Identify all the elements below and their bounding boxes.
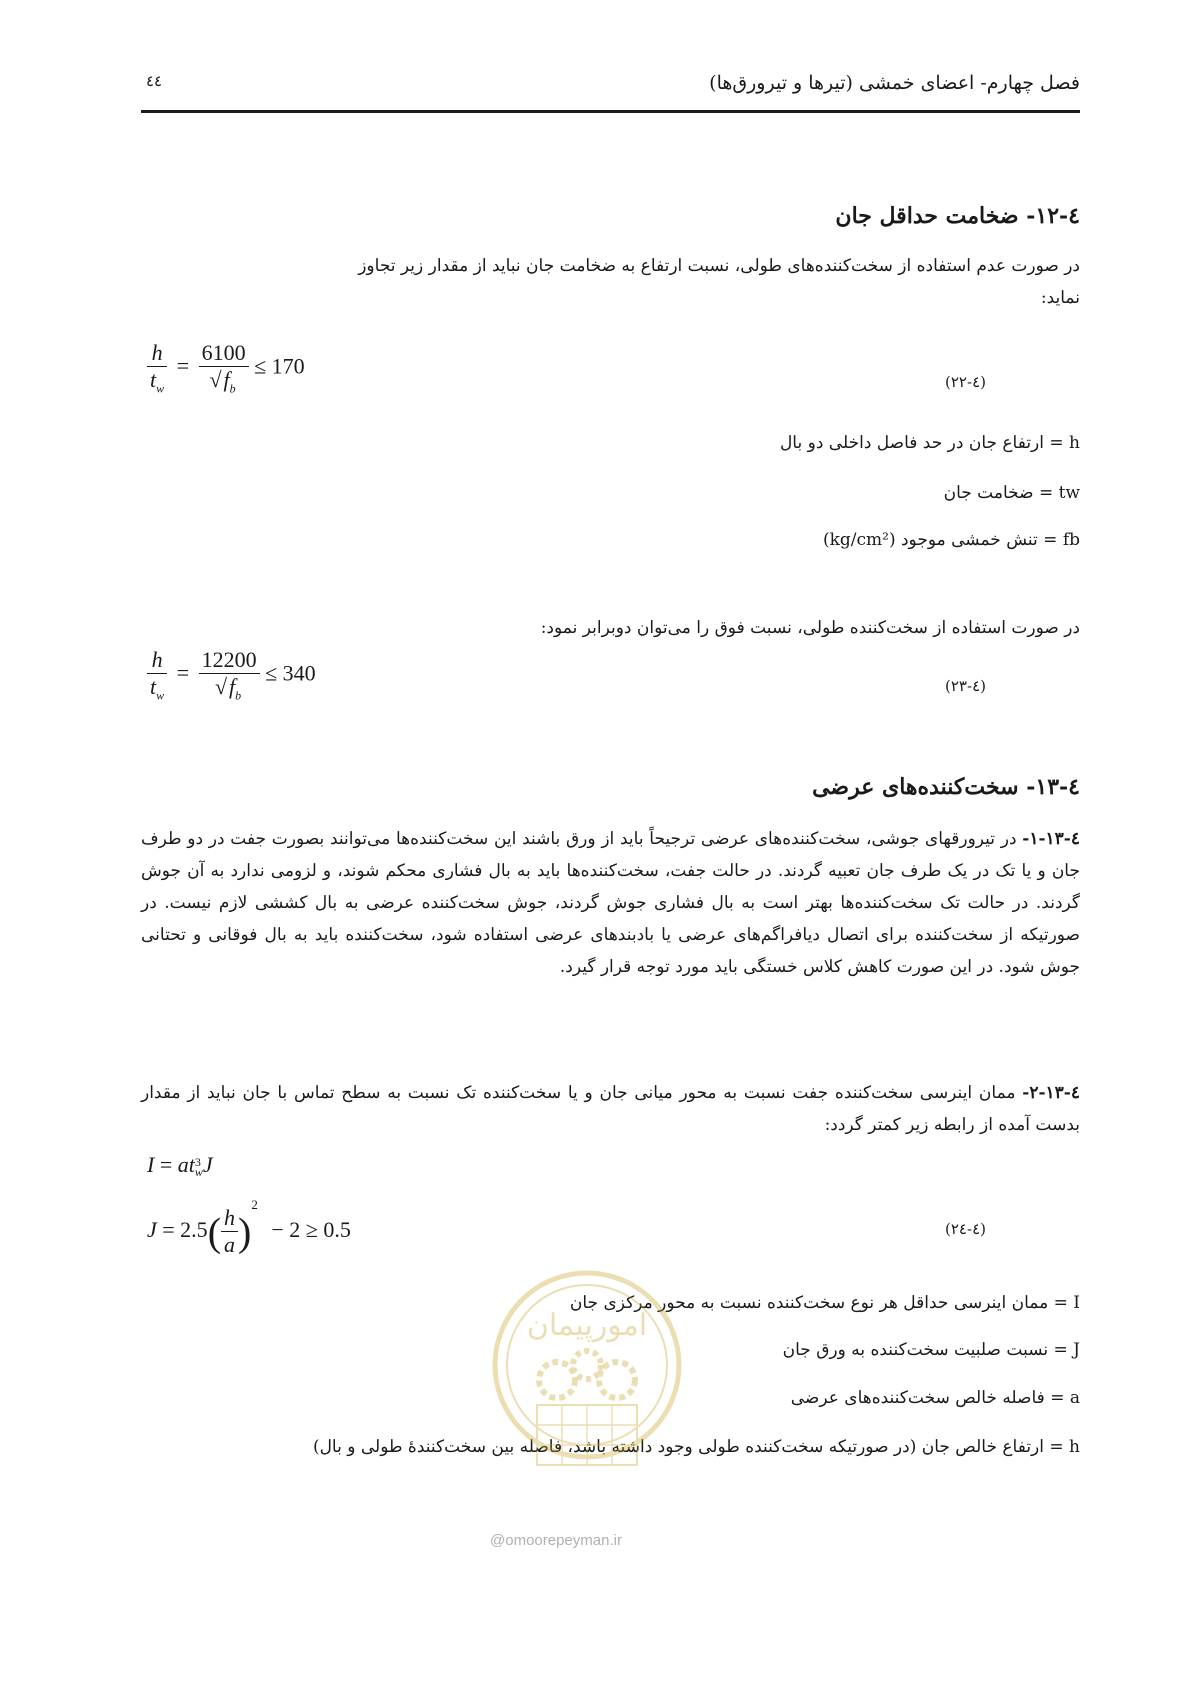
definition-I: I = ممان اینرسی حداقل هر نوع سخت‌کننده نسبت به محور مرکزی جان: [569, 1293, 1080, 1313]
definition-h-net: h = ارتفاع خالص جان (در صورتیکه سخت‌کننده طولی وجود داشته باشد، فاصله بین سخت‌کنندهٔ طولی و بال): [312, 1437, 1080, 1457]
equation-number-4-22: (٤-٢٢): [945, 373, 986, 391]
eq1-tw: $t_w$: [150, 367, 165, 396]
paragraph-4-13-2: [141, 1077, 1080, 1141]
eq2-h: h: [147, 647, 167, 674]
page-number: ٤٤: [146, 72, 163, 90]
eq2-tw: $t_w$: [150, 674, 165, 703]
eq2-fraction-h-over-tw: [147, 647, 167, 703]
eq1-rhs: ≤ 170: [254, 353, 305, 379]
intro-line-1: در صورت عدم استفاده از سخت‌کننده‌های طولی، نسبت ارتفاع به ضخامت جان نباید از مقدار زیر تجاوز: [358, 256, 1080, 276]
fraction-12200: [199, 647, 260, 703]
clause-text-4-13-1: در تیرورقهای جوشی، سخت‌کننده‌های عرضی ترجیحاً باید از ورق باشند این سخت‌کننده‌ها می‌توانند بصورت جفت در دو طرف جان و یا تک در یک طرف جان تعبیه گردند. در حالت جفت، سخت‌کننده‌ها باید به بال فشاری محکم شوند، و لزومی ندارد به آن جوش گردند. در حالت تک سخت‌کننده‌ها بهتر است به بال فشاری جوش گردند، جوش سخت‌کننده عرضی به بال کششی لازم نیست. در صورتیکه از سخت‌کننده برای اتصال دیافراگم‌های عرضی یا بادبندهای عرضی استفاده شود، سخت‌کننده باید به بال فوقانی و تحتانی جوش شود. در این صورت کاهش کلاس خستگی باید مورد توجه قرار گیرد.: [141, 829, 1080, 977]
eq2-numerator: 12200: [199, 647, 260, 674]
watermark-url: @omoorepeyman.ir: [490, 1532, 622, 1549]
clause-number-4-13-2: ٤-١٣-٢-: [1022, 1083, 1080, 1103]
svg-text:امورپیمان: امورپیمان: [526, 1308, 648, 1343]
section-heading-transverse-stiffeners: ٤-١٣- سخت‌کننده‌های عرضی: [812, 774, 1080, 800]
equation-number-4-23: (٤-٢٣): [945, 677, 986, 695]
running-header-title: فصل چهارم- اعضای خمشی (تیرها و تیرورق‌ها): [709, 72, 1080, 94]
definition-tw: tw = ضخامت جان: [943, 483, 1080, 503]
paragraph-stiffened: در صورت استفاده از سخت‌کننده طولی، نسبت فوق را می‌توان دوبرابر نمود:: [540, 618, 1080, 638]
paragraph-intro: [141, 250, 1080, 314]
fraction-6100: [199, 340, 249, 396]
definition-h: h = ارتفاع جان در حد فاصل داخلی دو بال: [779, 433, 1080, 453]
eq3-a: a: [224, 1232, 236, 1258]
eq1-denominator: $√f_b$: [209, 367, 236, 396]
eq1-numerator: 6100: [199, 340, 249, 367]
definition-J: J = نسبت صلبیت سخت‌کننده به ورق جان: [782, 1340, 1080, 1360]
watermark-logo: [487, 1265, 687, 1509]
equation-number-4-24: (٤-٢٤): [945, 1220, 986, 1238]
eq3-h: h: [221, 1205, 238, 1232]
eq2-denominator: $√f_b$: [214, 674, 242, 703]
clause-text-4-13-2: ممان اینرسی سخت‌کننده جفت نسبت به محور میانی جان و یا سخت‌کننده تک نسبت به سطح تماس با جان نباید از مقدار بدست آمده از رابطه زیر کمتر گردد:: [141, 1083, 1080, 1135]
definition-a: a = فاصله خالص سخت‌کننده‌های عرضی: [790, 1388, 1080, 1408]
eq3-rhs: − 2 ≥ 0.5: [271, 1217, 351, 1242]
equation-4-24-line-1: I = at 3 w J: [147, 1152, 213, 1179]
header-rule: [141, 110, 1080, 113]
eq2-rhs: ≤ 340: [265, 660, 316, 686]
fraction-h-over-a: [221, 1205, 238, 1258]
definition-fb: fb = تنش خمشی موجود (kg/cm²): [822, 530, 1080, 550]
section-heading-min-web-thickness: ٤-١٢- ضخامت حداقل جان: [835, 203, 1080, 229]
clause-number-4-13-1: ٤-١٣-١-: [1022, 829, 1080, 849]
fraction-h-over-tw: [147, 340, 167, 396]
equation-4-22: $\frac{h}{t_w}$ = $\frac{6100}{√f_b}$ ≤ 170: [147, 340, 305, 396]
intro-line-2: نماید:: [1040, 288, 1080, 308]
eq1-h: h: [147, 340, 167, 367]
equation-4-24-line-2: J = 2.5( $\frac{h}{a}$ )$^2$ − 2 ≥ 0.5: [147, 1197, 351, 1258]
paragraph-4-13-1: [141, 823, 1080, 983]
equation-4-23: $\frac{h}{t_w}$ = $\frac{12200}{√f_b}$ ≤ 340: [147, 647, 316, 703]
